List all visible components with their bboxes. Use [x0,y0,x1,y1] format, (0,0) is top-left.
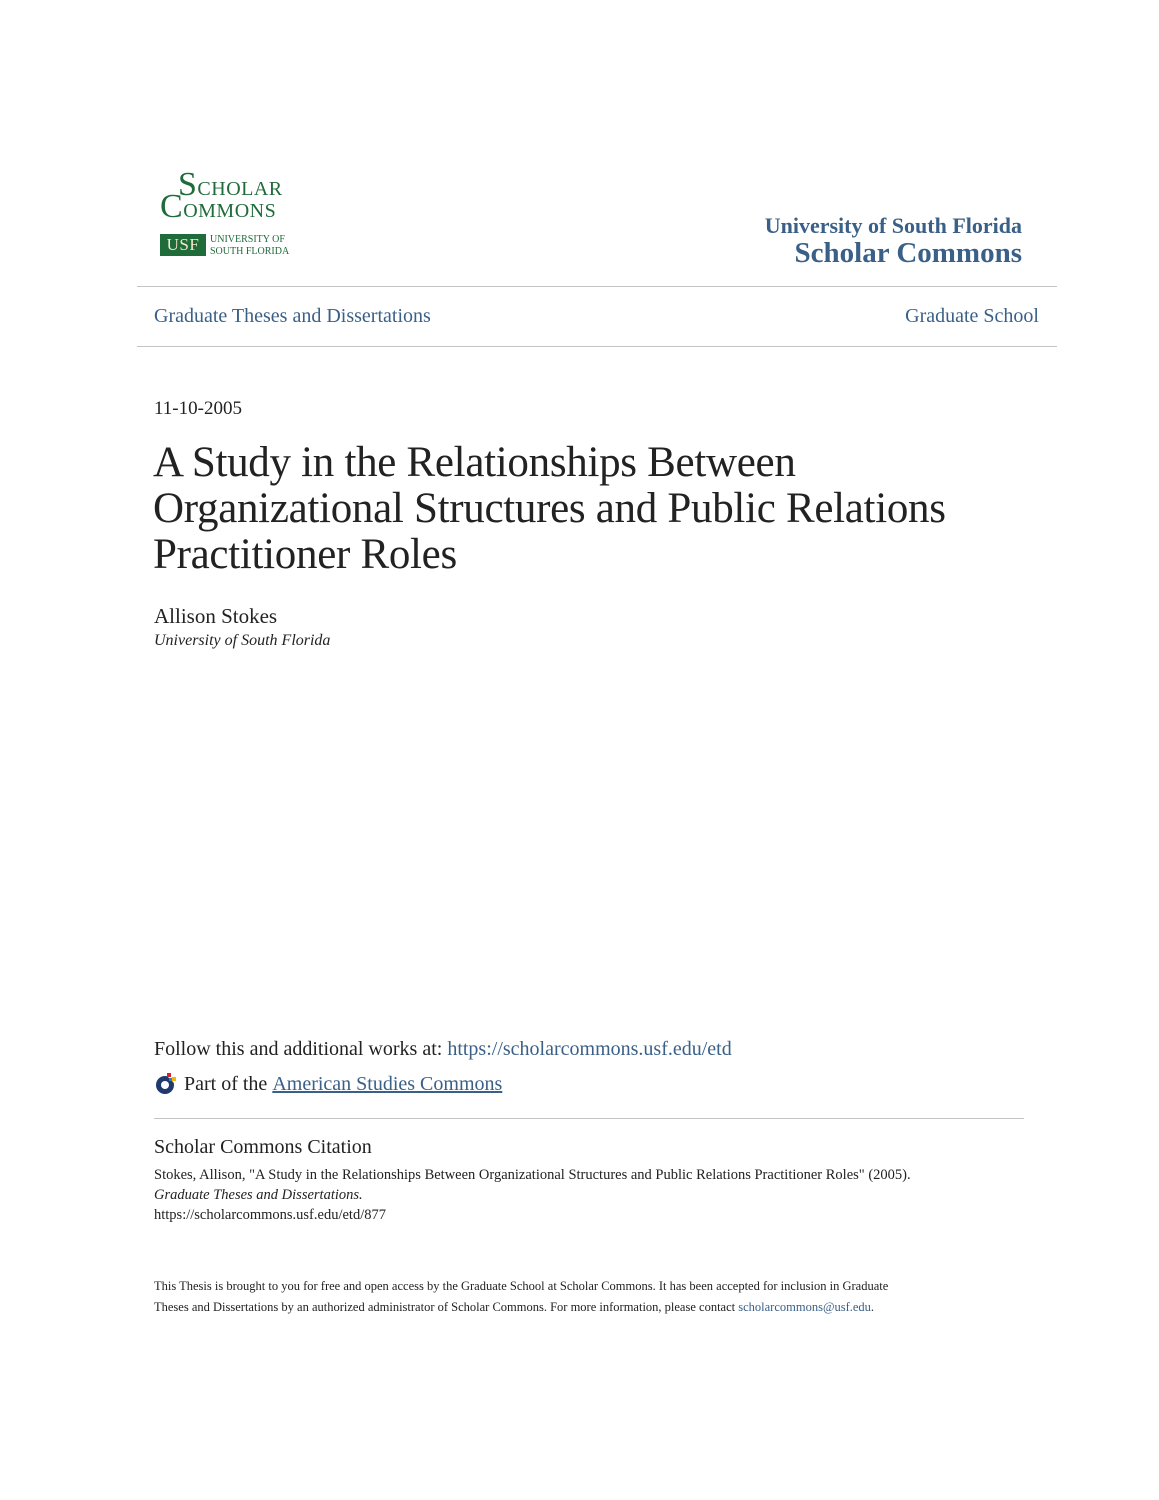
notice-line: This Thesis is brought to you for free and open access by the Graduate School at Scholar Commons. It has been accepted for inclusion in Graduate [154,1279,889,1293]
logo-scholar-line: SCHOLAR [178,166,283,203]
usf-university-line: UNIVERSITY OF [210,234,285,245]
part-of-prefix: Part of the [184,1072,273,1095]
american-studies-commons-link[interactable]: American Studies Commons [272,1072,503,1095]
nav-divider [137,346,1057,347]
citation-heading: Scholar Commons Citation [154,1136,372,1158]
citation-url: https://scholarcommons.usf.edu/etd/877 [154,1207,386,1223]
digital-commons-network-icon [154,1072,178,1096]
citation-divider [154,1118,1024,1119]
usf-logo-box: USF [160,234,206,256]
citation-line: Stokes, Allison, "A Study in the Relationships Between Organizational Structures and Public Relations Practitioner Roles" (2005). [154,1167,911,1183]
page-title: A Study in the Relationships Between Organizational Structures and Public Relations Practitioner Roles [153,439,946,578]
citation-body [154,1165,1024,1225]
header-divider [137,286,1057,287]
notice-line [154,1297,1014,1318]
access-notice [154,1276,1014,1318]
publication-date: 11-10-2005 [154,398,242,419]
scholar-commons-logo[interactable] [160,168,305,258]
graduate-school-link[interactable]: Graduate School [905,305,1039,327]
author-name: Allison Stokes [154,604,278,628]
collection-url-link[interactable]: https://scholarcommons.usf.edu/etd [447,1038,732,1060]
institution-name[interactable]: University of South Florida [764,213,1022,238]
usf-florida-line: SOUTH FLORIDA [210,246,290,257]
contact-email-link[interactable]: scholarcommons@usf.edu [738,1300,871,1314]
logo-commons-line: COMMONS [160,188,277,225]
follow-line [154,1038,732,1061]
notice-line-prefix: Theses and Dissertations by an authorized administrator of Scholar Commons. For more information, please contact [154,1300,739,1314]
part-of-line [154,1072,502,1096]
follow-prefix: Follow this and additional works at: [154,1038,448,1060]
author-affiliation: University of South Florida [154,632,331,649]
citation-series: Graduate Theses and Dissertations. [154,1187,363,1203]
notice-line-suffix: . [870,1300,875,1314]
repository-name[interactable]: Scholar Commons [794,237,1022,269]
graduate-theses-link[interactable]: Graduate Theses and Dissertations [154,305,431,327]
